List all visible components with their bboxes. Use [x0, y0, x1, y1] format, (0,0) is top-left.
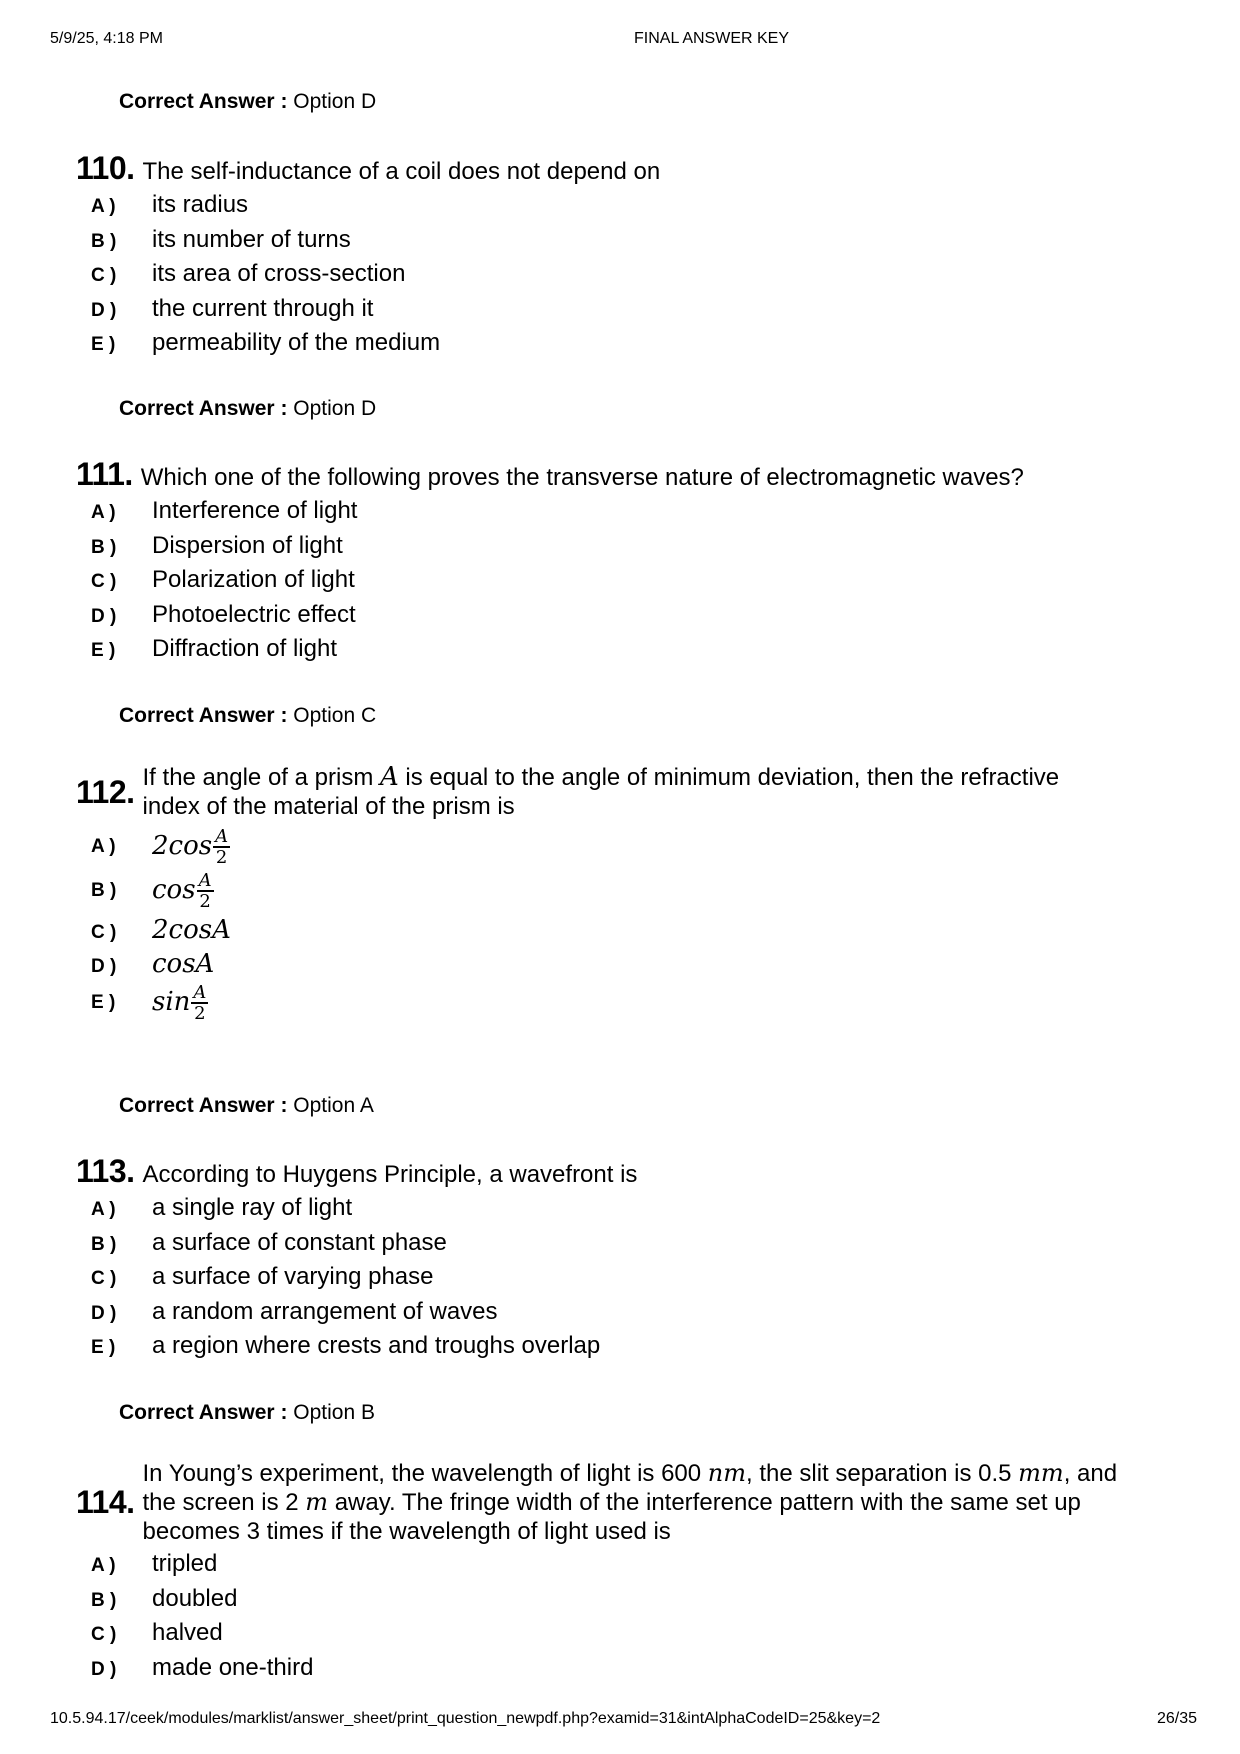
option-a [76, 191, 1176, 226]
question-number: 111. [76, 456, 133, 492]
correct-answer-label: Correct Answer : [119, 1401, 288, 1424]
option-label: D ) [91, 605, 117, 627]
fraction-denominator: 2 [199, 891, 211, 912]
option-label: D ) [91, 1302, 117, 1324]
math-expression: 2cosA [152, 915, 231, 945]
option-label: B ) [91, 1233, 117, 1255]
print-datetime: 5/9/25, 4:18 PM [50, 30, 163, 47]
question-number: 110. [76, 150, 135, 186]
question-text [143, 1459, 1143, 1546]
option-text: Photoelectric effect [152, 600, 356, 628]
option-d [76, 1654, 1176, 1689]
option-label: B ) [91, 536, 117, 558]
option-d [76, 949, 1176, 983]
option-label: C ) [91, 1624, 117, 1646]
option-text: doubled [152, 1584, 238, 1612]
question-text-part: , and the screen is 2 [142, 1460, 1118, 1516]
option-label: E ) [91, 640, 116, 662]
option-label: A ) [91, 1199, 116, 1220]
option-label: D ) [91, 1658, 117, 1680]
option-a [76, 827, 1176, 867]
option-text: Diffraction of light [152, 635, 337, 663]
correct-answer-113 [119, 1401, 375, 1425]
question-number: 113. [76, 1153, 135, 1189]
math-expression [152, 827, 230, 867]
question-text: According to Huygens Principle, a wavefront is [142, 1161, 638, 1188]
question-text-part: is equal to the angle of minimum deviation, then the refractive index of the material of the prism is [142, 764, 1060, 820]
question-text-part: If the angle of a prism [142, 764, 380, 791]
option-d [76, 1298, 1176, 1333]
options-list [76, 497, 1176, 670]
fraction-numerator: A [198, 870, 212, 891]
correct-answer-label: Correct Answer : [119, 1094, 288, 1117]
option-label: E ) [91, 992, 116, 1013]
option-text: its radius [152, 191, 249, 218]
option-label: C ) [91, 922, 117, 943]
option-e [76, 329, 1176, 364]
option-b [76, 1229, 1176, 1264]
math-expression [152, 983, 208, 1023]
fraction-denominator: 2 [215, 847, 228, 868]
option-label: B ) [91, 1589, 117, 1611]
math-expression: cosA [152, 949, 215, 979]
option-label: D ) [91, 956, 117, 977]
option-label: E ) [91, 334, 116, 356]
option-label: B ) [91, 880, 117, 901]
fraction [213, 827, 230, 867]
option-c [76, 1619, 1176, 1654]
option-c [76, 1263, 1176, 1298]
option-label: C ) [91, 1268, 117, 1290]
unit: mm [1018, 1459, 1064, 1487]
options-list [76, 1550, 1176, 1688]
option-label: A ) [91, 502, 116, 523]
math-function: sin [152, 987, 191, 1017]
question-text [143, 763, 1123, 821]
page-title: FINAL ANSWER KEY [634, 30, 789, 47]
option-b [76, 532, 1176, 567]
option-c [76, 260, 1176, 295]
option-text: permeability of the medium [152, 329, 441, 357]
option-text: halved [152, 1619, 223, 1647]
option-text: a surface of constant phase [152, 1228, 447, 1256]
correct-answer-110 [119, 397, 376, 421]
fraction-numerator: A [215, 826, 229, 847]
question-text-part: In Young’s experiment, the wavelength of light is 600 [142, 1460, 708, 1487]
option-b [76, 871, 1176, 911]
option-label: A ) [91, 836, 116, 857]
fraction [197, 871, 214, 911]
option-text: tripled [152, 1550, 218, 1577]
option-label: B ) [91, 230, 117, 252]
correct-answer-value: Option A [293, 1094, 374, 1117]
fraction [191, 983, 208, 1023]
question-110 [76, 150, 1176, 364]
correct-answer-value: Option C [293, 704, 377, 727]
fraction-numerator: A [193, 982, 207, 1003]
option-text: a region where crests and troughs overlap [152, 1332, 601, 1360]
correct-answer-label: Correct Answer : [119, 397, 288, 420]
question-112 [76, 763, 1176, 1027]
page-number: 26/35 [1157, 1710, 1198, 1727]
correct-answer-label: Correct Answer : [119, 704, 288, 727]
option-e [76, 635, 1176, 670]
question-114 [76, 1459, 1176, 1688]
options-list [76, 827, 1176, 1023]
options-list [76, 191, 1176, 364]
option-text: a surface of varying phase [152, 1263, 434, 1291]
correct-answer-111 [119, 704, 376, 728]
option-c [76, 566, 1176, 601]
correct-answer-label: Correct Answer : [119, 90, 288, 113]
question-111 [76, 456, 1176, 670]
correct-answer-prev [119, 90, 376, 114]
option-a [76, 1550, 1176, 1585]
option-b [76, 1585, 1176, 1620]
option-d [76, 601, 1176, 636]
option-a [76, 497, 1176, 532]
question-text: The self-inductance of a coil does not depend on [142, 158, 661, 185]
math-function: cos [152, 875, 196, 905]
unit: m [305, 1488, 329, 1516]
option-label: E ) [91, 1337, 116, 1359]
question-text-part: , the slit separation is 0.5 [746, 1460, 1019, 1487]
option-text: its number of turns [152, 225, 351, 253]
option-a [76, 1194, 1176, 1229]
option-text: its area of cross-section [152, 260, 406, 288]
option-d [76, 295, 1176, 330]
option-c [76, 915, 1176, 949]
option-label: A ) [91, 1555, 116, 1576]
options-list [76, 1194, 1176, 1367]
fraction-denominator: 2 [194, 1003, 206, 1024]
question-number: 114. [76, 1484, 135, 1520]
option-label: C ) [91, 571, 117, 593]
option-e [76, 983, 1176, 1023]
page-url: 10.5.94.17/ceek/modules/marklist/answer_sheet/print_question_newpdf.php?examid=31&intAlphaCodeID=25&key=2 [50, 1710, 881, 1727]
option-text: the current through it [152, 294, 374, 322]
correct-answer-value: Option B [293, 1401, 375, 1424]
math-function: 2cos [152, 831, 213, 861]
option-label: A ) [91, 196, 116, 217]
question-text-part: away. The fringe width of the interference pattern with the same set up becomes 3 times if the wavelength of light used is [142, 1489, 1081, 1545]
question-113 [76, 1153, 1176, 1367]
correct-answer-value: Option D [293, 397, 377, 420]
option-label: C ) [91, 265, 117, 287]
option-text: a single ray of light [152, 1194, 353, 1221]
option-label: D ) [91, 299, 117, 321]
option-text: made one-third [152, 1653, 314, 1681]
option-text: Polarization of light [152, 566, 355, 594]
correct-answer-112 [119, 1094, 374, 1118]
question-number: 112. [76, 773, 135, 810]
unit: nm [707, 1459, 747, 1487]
option-b [76, 226, 1176, 261]
math-expression [152, 871, 214, 911]
option-text: Interference of light [152, 497, 358, 524]
math-variable: A [379, 762, 399, 792]
correct-answer-value: Option D [293, 90, 377, 113]
question-text: Which one of the following proves the transverse nature of electromagnetic waves? [140, 464, 1024, 491]
option-text: Dispersion of light [152, 531, 343, 559]
option-text: a random arrangement of waves [152, 1297, 498, 1325]
option-e [76, 1332, 1176, 1367]
